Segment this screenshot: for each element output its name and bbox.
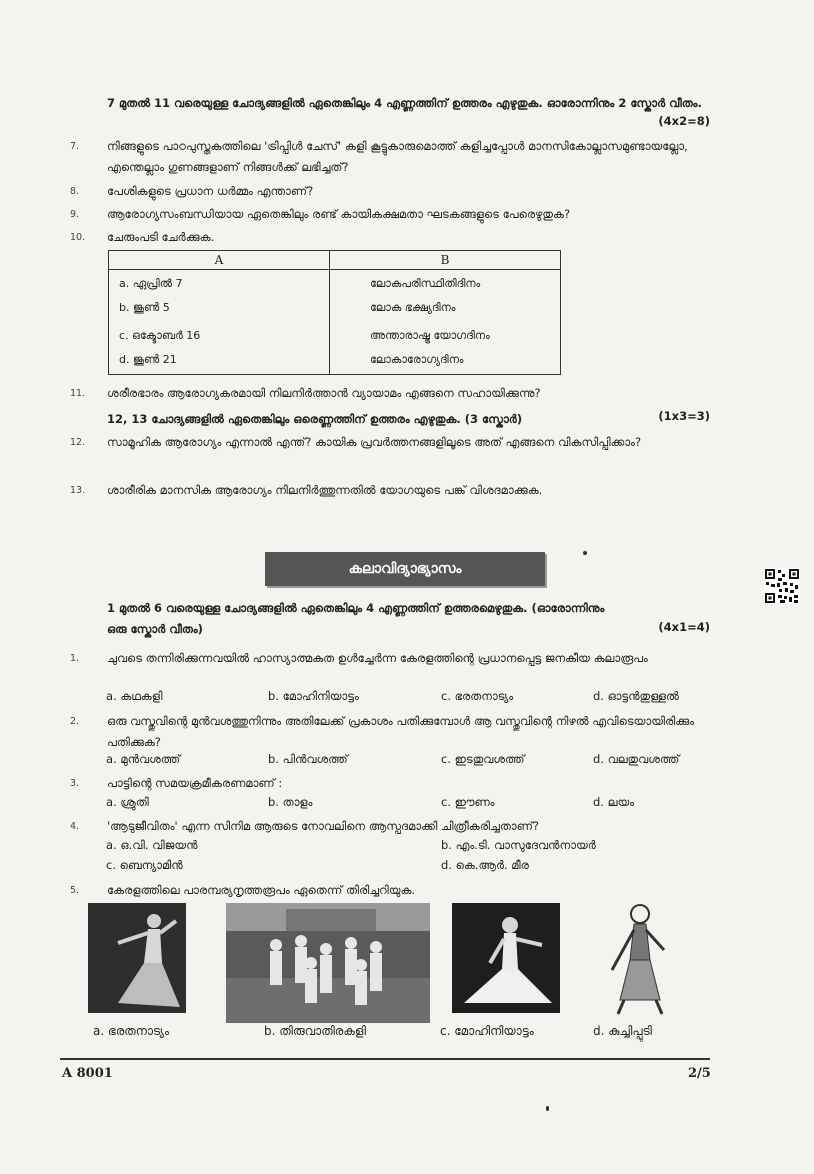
question-text: ചുവടെ തന്നിരിക്കുന്നവയിൽ ഹാസ്യാത്മകത ഉൾച്ചേർന്ന കേരളത്തിന്റെ പ്രധാനപ്പെട്ട ജനകീയ കലാരൂപം [107, 651, 648, 665]
question-12 [70, 432, 710, 453]
match-b-item: ലോകാരോഗ്യദിനം [370, 353, 464, 366]
question-number: 9. [70, 209, 80, 220]
q3-option-a: a. ശ്രുതി [106, 795, 149, 809]
q3-option-c: c. ഈണം [441, 795, 495, 809]
match-b-item: ലോക ഭക്ഷ്യദിനം [370, 301, 456, 314]
question-8 [70, 181, 710, 202]
question-text: നിങ്ങളുടെ പാഠപുസ്തകത്തിലെ 'ട്രിപ്പിൾ ചേസ്' കളി കൂട്ടുകാരുമൊത്ത് കളിച്ചപ്പോൾ മാനസികോല്ലാസമുണ്ടായല്ലോ, എന്തെല്ലാം ഗുണങ്ങളാണ് നിങ്ങൾക്ക് ലഭിച്ചത്? [107, 139, 688, 174]
match-a-item: d. ജൂൺ 21 [119, 353, 177, 366]
kuchipudi-illustration [600, 900, 672, 1018]
bharatanatyam-photo [88, 903, 186, 1013]
question-text: ചേരുംപടി ചേർക്കുക. [107, 230, 215, 244]
q1-option-c: c. ഭരതനാട്യം [441, 689, 514, 703]
question-number: 2. [70, 716, 80, 727]
footer-paper-code: A 8001 [62, 1066, 113, 1081]
question-text: പേശികളുടെ പ്രധാന ധർമ്മം എന്താണ്? [107, 184, 314, 198]
question-number: 4. [70, 821, 80, 832]
q5-option-c: c. മോഹിനിയാട്ടം [440, 1024, 534, 1038]
question-text: 'ആടുജീവിതം' എന്ന സിനിമ ആരുടെ നോവലിനെ ആസ്പദമാക്കി ചിത്രീകരിച്ചതാണ്? [107, 819, 539, 833]
section-marks-1-6: (4x1=4) [658, 620, 710, 634]
footer-page-number: 2/5 [688, 1066, 711, 1081]
question-number: 11. [70, 388, 86, 399]
match-col-b [330, 270, 561, 323]
q5-option-b: b. തിരുവാതിരകളി [264, 1024, 367, 1038]
q1-option-b: b. മോഹിനിയാട്ടം [268, 689, 359, 703]
question-4 [70, 816, 710, 837]
question-text: സാമൂഹിക ആരോഗ്യം എന്നാൽ എന്ത്? കായിക പ്രവർത്തനങ്ങളിലൂടെ അത് എങ്ങനെ വികസിപ്പിക്കാം? [107, 435, 642, 449]
question-2 [70, 711, 710, 753]
speck [583, 551, 587, 555]
question-number: 3. [70, 778, 80, 789]
q4-option-d: d. കെ.ആർ. മീര [441, 858, 529, 872]
footer-divider [60, 1058, 710, 1060]
question-text: പാട്ടിന്റെ സമയക്രമീകരണമാണ് : [107, 776, 283, 790]
match-col-b-lower [330, 322, 561, 375]
mohiniyattam-photo [452, 903, 560, 1013]
q5-option-a: a. ഭരതനാട്യം [93, 1024, 170, 1038]
question-7 [70, 136, 710, 178]
section-marks-12-13: (1x3=3) [658, 409, 710, 423]
question-3 [70, 773, 710, 794]
q2-option-a: a. മുൻവശത്ത് [106, 752, 181, 766]
q1-option-d: d. ഓട്ടൻതുള്ളൽ [593, 689, 679, 703]
section-intro-1-6: 1 മുതൽ 6 വരെയുള്ള ചോദ്യങ്ങളിൽ ഏതെങ്കിലും 4 എണ്ണത്തിന് ഉത്തരമെഴുതുക. (ഓരോന്നിനും ഒരു സ്കോർ വീതം) [107, 601, 605, 636]
match-col-a-header: A [109, 251, 330, 270]
q2-option-b: b. പിൻവശത്ത് [268, 752, 348, 766]
question-number: 12. [70, 437, 86, 448]
question-5 [70, 880, 710, 901]
q4-option-c: c. ബെന്യാമിൻ [106, 858, 183, 872]
thiruvathirakali-photo [226, 903, 430, 1023]
section-intro-12-13: 12, 13 ചോദ്യങ്ങളിൽ ഏതെങ്കിലും ഒരെണ്ണത്തിന് ഉത്തരം എഴുതുക. (3 സ്കോർ) [107, 412, 523, 426]
match-a-item: a. ഏപ്രിൽ 7 [119, 277, 183, 290]
q5-option-d: d. കുച്ചിപ്പുടി [593, 1024, 652, 1038]
question-number: 1. [70, 653, 80, 664]
q4-option-a: a. ഒ.വി. വിജയൻ [106, 838, 198, 852]
q1-option-a: a. കഥകളി [106, 689, 163, 703]
match-b-item: അന്താരാഷ്ട്ര യോഗദിനം [370, 329, 490, 342]
question-number: 10. [70, 232, 86, 243]
q3-option-b: b. താളം [268, 795, 313, 809]
q4-option-b: b. എം.ടി. വാസുദേവൻനായർ [441, 838, 596, 852]
match-col-a-lower [109, 322, 330, 375]
question-number: 5. [70, 885, 80, 896]
q2-option-d: d. വലതുവശത്ത് [593, 752, 680, 766]
question-number: 8. [70, 186, 80, 197]
question-text: ഒരു വസ്തുവിന്റെ മുൻവശത്തുനിന്നും അതിലേക്ക് പ്രകാശം പതിക്കുമ്പോൾ ആ വസ്തുവിന്റെ നിഴൽ എവിടെയായിരിക്കും പതിക്കുക? [107, 714, 695, 749]
question-9 [70, 204, 710, 225]
question-text: ശാരീരിക മാനസിക ആരോഗ്യം നിലനിർത്തുന്നതിൽ യോഗയുടെ പങ്ക് വിശദമാക്കുക. [107, 483, 543, 497]
section-marks-7-11: (4x2=8) [658, 114, 710, 128]
match-table [108, 250, 561, 375]
question-1 [70, 648, 710, 669]
question-text: ആരോഗ്യസംബന്ധിയായ ഏതെങ്കിലും രണ്ട് കായികക്ഷമതാ ഘടകങ്ങളുടെ പേരെഴുതുക? [107, 207, 571, 221]
section-banner: കലാവിദ്യാഭ്യാസം [265, 552, 545, 586]
speck [546, 1106, 549, 1111]
question-text: കേരളത്തിലെ പാരമ്പര്യനൃത്തരൂപം ഏതെന്ന് തിരിച്ചറിയുക. [107, 883, 416, 897]
question-13 [70, 480, 710, 501]
match-col-b-header: B [330, 251, 561, 270]
question-11 [70, 383, 710, 404]
match-a-item: b. ജൂൺ 5 [119, 301, 170, 314]
match-b-item: ലോകപരിസ്ഥിതിദിനം [370, 277, 481, 290]
match-col-a [109, 270, 330, 323]
question-number: 13. [70, 485, 86, 496]
question-text: ശരീരഭാരം ആരോഗ്യകരമായി നിലനിർത്താൻ വ്യായാമം എങ്ങനെ സഹായിക്കുന്നു? [107, 386, 541, 400]
question-10 [70, 227, 710, 248]
qr-code-icon [764, 568, 800, 604]
match-a-item: c. ഒക്ടോബർ 16 [119, 329, 201, 342]
q2-option-c: c. ഇടതുവശത്ത് [441, 752, 525, 766]
question-number: 7. [70, 141, 80, 152]
q3-option-d: d. ലയം [593, 795, 635, 809]
section-intro-7-11: 7 മുതൽ 11 വരെയുള്ള ചോദ്യങ്ങളിൽ ഏതെങ്കിലും 4 എണ്ണത്തിന് ഉത്തരം എഴുതുക. ഓരോന്നിനും 2 സ്കോർ വീതം. [107, 96, 702, 110]
